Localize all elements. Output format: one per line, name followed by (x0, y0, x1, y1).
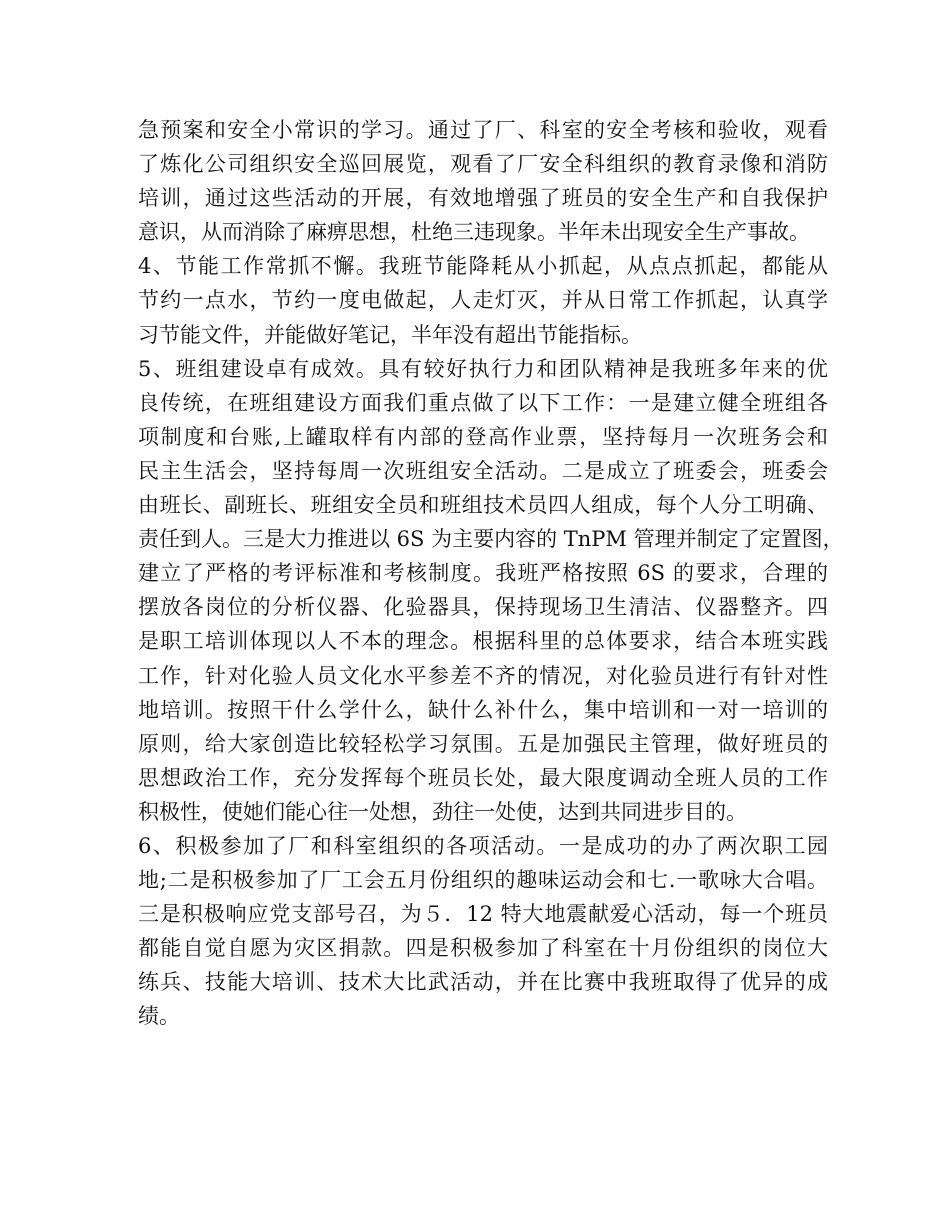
paragraph-safety-continued (138, 113, 828, 249)
text-line: 是职工培训体现以人不本的理念。根据科里的总体要求，结合本班实践 (138, 629, 828, 654)
text-line: 项制度和台账,上罐取样有内部的登高作业票，坚持每月一次班务会和 (138, 424, 828, 449)
text-line: 积极性，使她们能心往一处想，劲往一处使，达到共同进步目的。 (138, 799, 747, 824)
text-line: 绩。 (138, 1004, 180, 1029)
text-line: 良传统，在班组建设方面我们重点做了以下工作：一是建立健全班组各 (138, 390, 828, 415)
text-line: 培训，通过这些活动的开展，有效地增强了班员的安全生产和自我保护 (138, 186, 828, 211)
text-line: 习节能文件，并能做好笔记，半年没有超出节能指标。 (138, 322, 642, 347)
paragraph-energy-saving (138, 249, 828, 351)
text-line: 建立了严格的考评标准和考核制度。我班严格按照 6S 的要求，合理的 (138, 561, 828, 586)
text-line: 4、节能工作常抓不懈。我班节能降耗从小抓起，从点点抓起，都能从 (138, 254, 828, 279)
text-line: 地;二是积极参加了厂工会五月份组织的趣味运动会和七.一歌咏大合唱。 (138, 868, 828, 893)
text-line: 5、班组建设卓有成效。具有较好执行力和团队精神是我班多年来的优 (138, 356, 828, 381)
text-line: 由班长、副班长、班组安全员和班组技术员四人组成，每个人分工明确、 (138, 493, 828, 518)
paragraph-team-building (138, 352, 844, 829)
text-line: 责任到人。三是大力推进以 6S 为主要内容的 TnPM 管理并制定了定置图， (138, 527, 844, 552)
text-line: 6、积极参加了厂和科室组织的各项活动。一是成功的办了两次职工园 (138, 833, 828, 858)
document-body (138, 113, 844, 1034)
text-line: 练兵、技能大培训、技术大比武活动，并在比赛中我班取得了优异的成 (138, 970, 828, 995)
text-line: 三是积极响应党支部号召，为５．12 特大地震献爱心活动，每一个班员 (138, 902, 828, 927)
paragraph-activities (138, 829, 828, 1034)
text-line: 摆放各岗位的分析仪器、化验器具，保持现场卫生清洁、仪器整齐。四 (138, 595, 828, 620)
text-line: 意识，从而消除了麻痹思想，杜绝三违现象。半年未出现安全生产事故。 (138, 220, 810, 245)
text-line: 思想政治工作，充分发挥每个班员长处，最大限度调动全班人员的工作 (138, 765, 828, 790)
text-line: 地培训。按照干什么学什么，缺什么补什么，集中培训和一对一培训的 (138, 697, 828, 722)
text-line: 民主生活会，坚持每周一次班组安全活动。二是成立了班委会，班委会 (138, 458, 828, 483)
text-line: 急预案和安全小常识的学习。通过了厂、科室的安全考核和验收，观看 (138, 118, 828, 142)
text-line: 节约一点水，节约一度电做起，人走灯灭，并从日常工作抓起，认真学 (138, 288, 828, 313)
text-line: 原则，给大家创造比较轻松学习氛围。五是加强民主管理，做好班员的 (138, 731, 828, 756)
text-line: 工作，针对化验人员文化水平参差不齐的情况，对化验员进行有针对性 (138, 663, 828, 688)
text-line: 都能自觉自愿为灾区捐款。四是积极参加了科室在十月份组织的岗位大 (138, 936, 828, 961)
text-line: 了炼化公司组织安全巡回展览，观看了厂安全科组织的教育录像和消防 (138, 152, 828, 177)
